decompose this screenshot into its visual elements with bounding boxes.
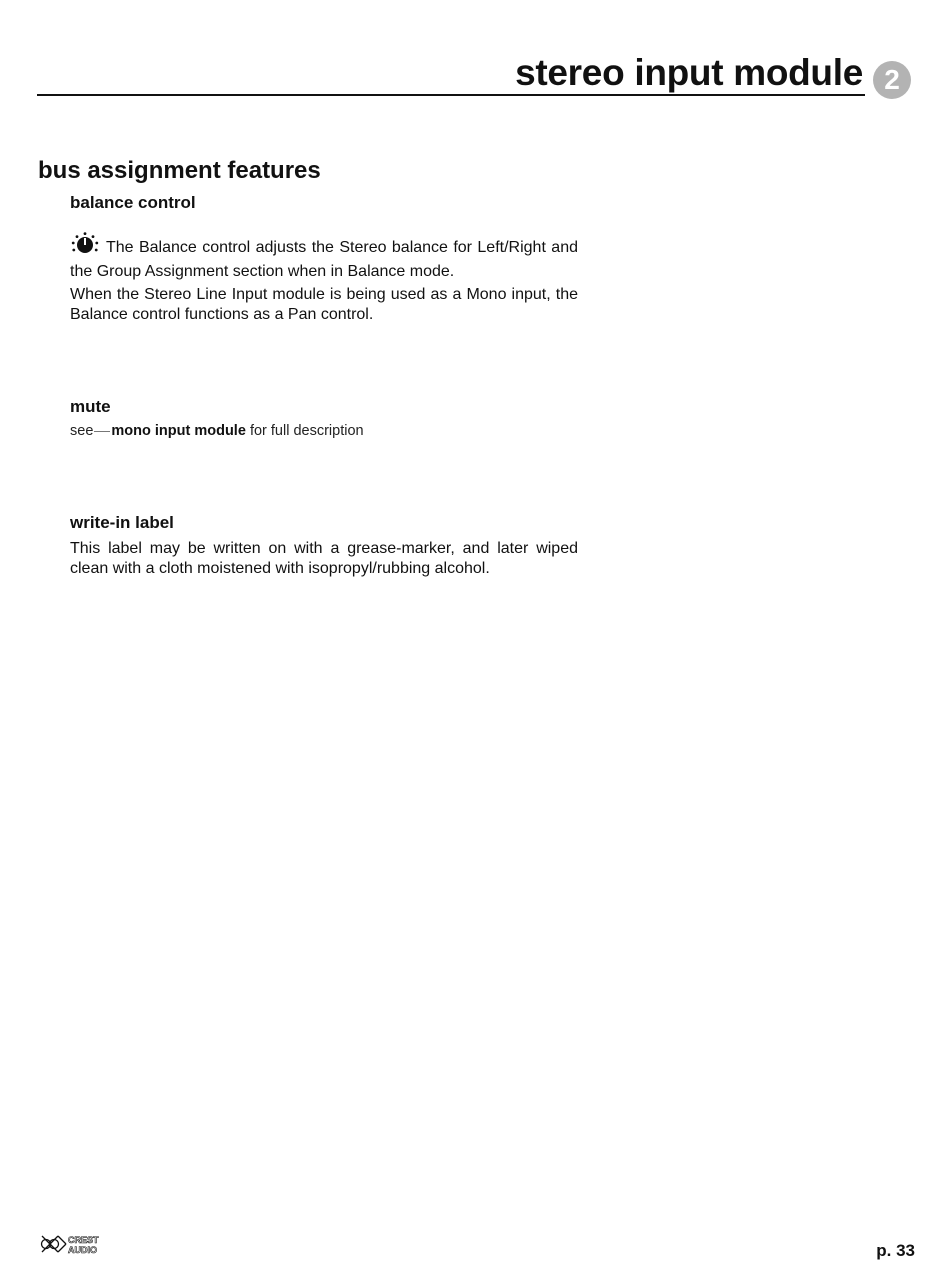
cross-reference-link: mono input module [111,423,246,439]
em-dash [94,431,110,432]
section-title: bus assignment features [38,157,321,184]
see-prefix: see [70,423,94,439]
mute-see-reference [70,423,364,439]
page-header-title: stereo input module [515,52,863,93]
header-rule [37,94,865,96]
logo-text-bottom: AUDIO [68,1245,97,1255]
chapter-badge: 2 [873,61,911,99]
balance-control-text-1: The Balance control adjusts the Stereo balance for Left/Right and the Group Assignment section when in Balance mode. [70,239,578,280]
see-suffix: for full description [249,423,364,439]
subheading-balance-control: balance control [70,193,196,212]
logo-text-top: CREST [68,1235,99,1245]
subheading-write-in-label: write-in label [70,513,174,532]
crest-audio-logo [40,1233,114,1255]
page-number: p. 33 [876,1241,915,1260]
balance-control-paragraph-1 [70,232,578,282]
balance-control-paragraph-2: When the Stereo Line Input module is being used as a Mono input, the Balance control functions as a Pan control. [70,286,578,323]
write-in-label-paragraph: This label may be written on with a grease-marker, and later wiped clean with a cloth moistened with isopropyl/rubbing alcohol. [70,540,578,577]
subheading-mute: mute [70,397,111,416]
knob-icon [70,232,100,262]
